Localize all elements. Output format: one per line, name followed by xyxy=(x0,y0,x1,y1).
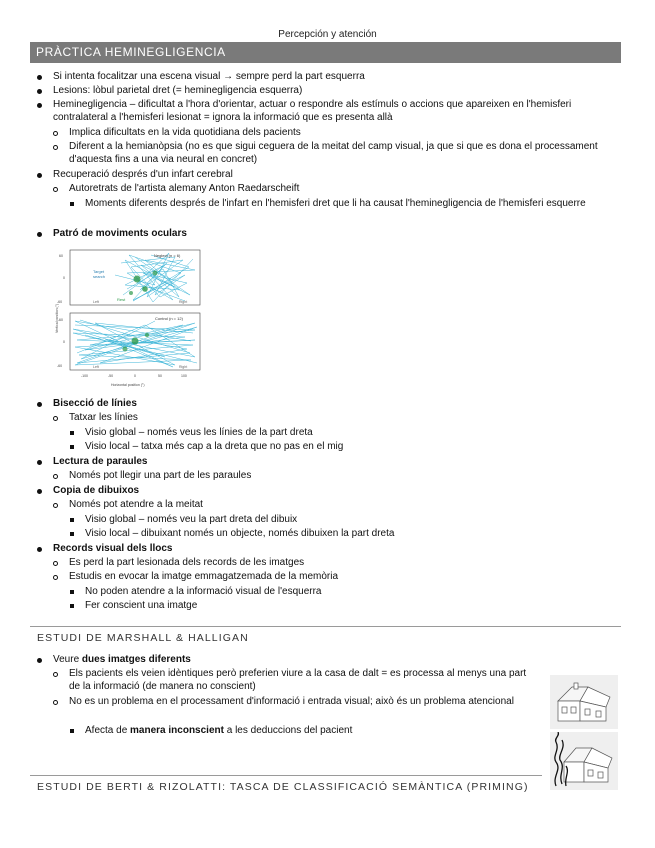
section-heading-heminegligencia: PRÀCTICA HEMINEGLIGENCIA xyxy=(30,42,621,63)
x-tick: 100 xyxy=(181,374,187,378)
bullet-circle xyxy=(53,145,58,150)
bullet-dot xyxy=(37,232,42,237)
control-label: Control (n = 12) xyxy=(155,316,183,321)
list-item: Només pot llegir una part de les paraules xyxy=(69,470,252,481)
list-item: Lectura de paraules xyxy=(53,456,148,467)
section-divider xyxy=(30,626,621,627)
bullet-square xyxy=(70,604,74,608)
bullet-dot xyxy=(37,547,42,552)
neglect-label: Neglect (n = 6) xyxy=(154,253,181,258)
bullet-circle xyxy=(53,187,58,192)
section-heading-berti-rizolatti: ESTUDI DE BERTI & RIZOLATTI: TASCA DE CLASSIFICACIÓ SEMÀNTICA (PRIMING) xyxy=(37,781,529,793)
bullet-square xyxy=(70,202,74,206)
list-item: Tatxar les línies xyxy=(69,412,138,423)
bullet-square xyxy=(70,445,74,449)
list-item: Visio global – només veus les línies de la part dreta xyxy=(85,427,313,438)
x-axis-label: Horizontal position (°) xyxy=(111,383,145,387)
y-tick: 0 xyxy=(63,340,65,344)
bullet-dot xyxy=(37,402,42,407)
y-axis-label: Vertical position (°) xyxy=(55,303,59,333)
bullet-dot xyxy=(37,103,42,108)
y-tick: -60 xyxy=(57,300,63,304)
bullet-dot xyxy=(37,75,42,80)
x-tick: 0 xyxy=(134,374,136,378)
rest-label: Rest xyxy=(117,297,126,302)
list-item xyxy=(85,724,625,737)
list-item: Bisecció de línies xyxy=(53,398,137,409)
bullet-circle xyxy=(53,503,58,508)
eye-movement-figure xyxy=(55,245,203,392)
section-divider xyxy=(30,775,542,776)
bullet-circle xyxy=(53,561,58,566)
list-item: Si intenta focalitzar una escena visual → sempre perd la part esquerra xyxy=(53,71,365,82)
house-image-bottom xyxy=(550,732,618,790)
list-item: Recuperació després d'un infart cerebral xyxy=(53,169,233,180)
text-run-bold: manera inconscient xyxy=(130,725,224,736)
list-item: Es perd la part lesionada dels records de les imatges xyxy=(69,557,305,568)
section-heading-marshall-halligan: ESTUDI DE MARSHALL & HALLIGAN xyxy=(37,632,249,644)
list-item: Només pot atendre a la meitat xyxy=(69,499,203,510)
bullet-circle xyxy=(53,474,58,479)
bullet-square xyxy=(70,518,74,522)
text-run-bold: dues imatges diferents xyxy=(81,654,191,665)
bullet-circle xyxy=(53,416,58,421)
list-item: Estudis en evocar la imatge emmagatzemada de la memòria xyxy=(69,571,339,582)
list-item: Visio local – tatxa més cap a la dreta que no pas en el mig xyxy=(85,441,344,452)
house-image-top xyxy=(550,675,618,729)
list-item: Moments diferents després de l'infart en l'hemisferi dret que li ha causat l'heminegligencia de l'hemisferi esquerre xyxy=(85,198,586,209)
list-item: Visio global – només veu la part dreta del dibuix xyxy=(85,514,298,525)
bullet-dot xyxy=(37,489,42,494)
y-tick: 60 xyxy=(59,318,63,322)
x-tick: -100 xyxy=(81,374,89,378)
bullet-square xyxy=(70,590,74,594)
list-item: No poden atendre a la informació visual de l'esquerra xyxy=(85,586,322,597)
bullet-square xyxy=(70,431,74,435)
list-item: Lesions: lòbul parietal dret (= heminegligencia esquerra) xyxy=(53,85,303,96)
y-tick: 0 xyxy=(63,276,65,280)
bullet-square xyxy=(70,729,74,733)
bullet-circle xyxy=(53,575,58,580)
bullet-circle xyxy=(53,700,58,705)
bullet-dot xyxy=(37,460,42,465)
text-run: Afecta de xyxy=(85,725,131,736)
list-item: Fer conscient una imatge xyxy=(85,600,198,611)
list-item: Autoretrats de l'artista alemany Anton Raedarscheift xyxy=(69,183,300,194)
list-item: No es un problema en el processament d'informació i entrada visual; això és un problema atencional xyxy=(69,696,514,707)
list-item: Heminegligencia – dificultat a l'hora d'orientar, actuar o respondre als estímuls o accions que apareixen en l'hemisferi contralateral a l'hemisferi lesionat = ignora la informació que es presenta allà xyxy=(53,99,572,123)
list-item: Visio local – dibuixant només un objecte, només dibuixen la part dreta xyxy=(85,528,395,539)
y-tick: -60 xyxy=(57,364,63,368)
list-item: Implica dificultats en la vida quotidiana dels pacients xyxy=(69,127,301,138)
list-item: Copia de dibuixos xyxy=(53,485,140,496)
control-left-label: Left xyxy=(93,365,99,369)
list-item: Els pacients els veien idèntiques però preferien viure a la casa de dalt = es processa al menys una part de la informació (de manera no conscient) xyxy=(69,668,527,692)
bullet-square xyxy=(70,532,74,536)
list-item: Records visual dels llocs xyxy=(53,543,173,554)
x-tick: -50 xyxy=(108,374,114,378)
x-tick: 50 xyxy=(158,374,162,378)
list-item xyxy=(53,653,623,666)
y-tick: 60 xyxy=(59,254,63,258)
bullet-circle xyxy=(53,131,58,136)
neglect-left-label: Left xyxy=(93,300,99,304)
bullet-dot xyxy=(37,173,42,178)
list-item: Patró de moviments oculars xyxy=(53,228,187,239)
bullet-circle xyxy=(53,672,58,677)
bullet-dot xyxy=(37,89,42,94)
text-run: Veure xyxy=(53,654,82,665)
target-label: Target xyxy=(93,269,105,274)
control-right-label: Right xyxy=(179,365,188,369)
neglect-right-label: Right xyxy=(179,300,188,304)
bullet-dot xyxy=(37,658,42,663)
list-item: Diferent a la hemianòpsia (no es que sigui ceguera de la meitat del camp visual, ja que si que es dona el processament d'aquesta fins a una via neural en concret) xyxy=(69,141,598,165)
text-run: a les deduccions del pacient xyxy=(223,725,353,736)
search-label: search xyxy=(93,274,106,279)
page-header: Percepción y atención xyxy=(278,29,377,40)
